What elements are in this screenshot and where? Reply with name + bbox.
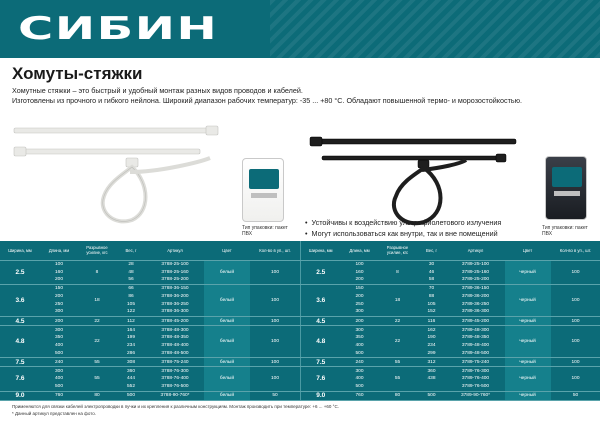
weight-cell: 88: [428, 294, 435, 300]
weight-cell: 500: [116, 391, 146, 400]
width-cell: 4.5: [301, 316, 341, 325]
color-cell: белый: [204, 367, 250, 391]
length-cell: 200: [341, 276, 379, 284]
strength-cell: 18: [78, 284, 116, 316]
length-cell: 150: [54, 286, 63, 292]
qty-cell: 100: [551, 367, 600, 391]
header-qty: Кол-во в уп., шт.: [250, 241, 300, 260]
length-cell: 400: [355, 376, 364, 382]
article-cell: 3788-25-200: [146, 276, 204, 284]
brand-header: [0, 0, 600, 58]
length-cell: 400: [355, 342, 364, 348]
table-row: [301, 367, 600, 375]
weight-cell: 152: [417, 308, 447, 316]
header-width: Ширина, мм: [301, 241, 341, 260]
product-description: [12, 86, 592, 106]
article-cell: 3788-25-100: [161, 261, 189, 267]
spec-tables: [0, 241, 600, 401]
brand-logo: СИБИН: [18, 11, 219, 47]
article-cell: 3789-76-500: [447, 383, 505, 391]
article-cell: 3789-45-200: [447, 316, 505, 325]
qty-cell: 100: [250, 326, 300, 358]
article-cell: 3788-36-300: [146, 308, 204, 316]
strength-cell: 8: [379, 260, 417, 284]
header-article: Артикул: [146, 241, 204, 260]
weight-cell: 30: [428, 261, 435, 267]
length-cell: 200: [54, 294, 63, 300]
length-cell: 350: [355, 335, 364, 341]
weight-cell: 299: [417, 349, 447, 357]
description-line-1: Хомутные стяжки – это быстрый и удобный монтаж разных видов проводов и кабелей.: [12, 86, 303, 95]
header-color: Цвет: [505, 241, 551, 260]
width-cell: 9.0: [301, 391, 341, 400]
length-cell: 300: [54, 368, 63, 374]
package-label-stripe: [554, 191, 580, 196]
article-cell: 3789-36-150: [461, 286, 490, 292]
qty-cell: 100: [551, 284, 600, 316]
product-images: [0, 112, 600, 238]
length-cell: 500: [40, 383, 78, 391]
strength-cell: 22: [379, 326, 417, 358]
length-cell: 100: [355, 261, 364, 267]
table-row: [301, 260, 600, 268]
width-cell: 4.8: [0, 326, 40, 358]
article-cell: 3788-76-500: [146, 383, 204, 391]
article-cell: 3789-25-200: [447, 276, 505, 284]
weight-cell: 112: [116, 316, 146, 325]
weight-cell: 28: [128, 261, 134, 267]
product-title: Хомуты-стяжки: [12, 64, 143, 83]
length-cell: 300: [341, 308, 379, 316]
article-cell: 3788-90-760*: [146, 391, 204, 400]
weight-cell: 190: [427, 335, 436, 341]
qty-cell: 100: [250, 316, 300, 325]
table-row: [301, 358, 600, 367]
qty-cell: 100: [551, 358, 600, 367]
article-cell: 3788-76-300: [161, 368, 189, 374]
qty-cell: 100: [250, 260, 300, 284]
article-cell: 3789-48-350: [461, 335, 490, 341]
qty-cell: 100: [551, 326, 600, 358]
header-strength: Разрывное усилие, кгс: [78, 241, 116, 260]
header-article: Артикул: [447, 241, 505, 260]
width-cell: 3.6: [301, 284, 341, 316]
weight-cell: 360: [126, 368, 135, 374]
length-cell: 500: [341, 383, 379, 391]
width-cell: 2.5: [301, 260, 341, 284]
length-cell: 500: [40, 349, 78, 357]
length-cell: 200: [40, 276, 78, 284]
weight-cell: 308: [116, 358, 146, 367]
table-row: [0, 260, 300, 268]
length-cell: 160: [54, 269, 63, 275]
length-cell: 300: [40, 308, 78, 316]
feature-list: [305, 217, 501, 239]
strength-cell: 55: [379, 358, 417, 367]
width-cell: 7.5: [301, 358, 341, 367]
color-cell: белый: [204, 284, 250, 316]
weight-cell: 444: [126, 376, 135, 382]
color-cell: черный: [505, 367, 551, 391]
article-cell: 3788-48-350: [161, 335, 189, 341]
header-weight: Вес, г: [116, 241, 146, 260]
article-cell: 3789-25-160: [461, 269, 490, 275]
length-cell: 760: [40, 391, 78, 400]
strength-cell: 18: [379, 284, 417, 316]
table-row: [301, 326, 600, 334]
weight-cell: 234: [126, 342, 135, 348]
color-cell: черный: [505, 260, 551, 284]
article-cell: 3788-45-200: [146, 316, 204, 325]
strength-cell: 22: [78, 326, 116, 358]
color-cell: черный: [505, 284, 551, 316]
weight-cell: 105: [126, 301, 135, 307]
qty-cell: 100: [551, 260, 600, 284]
color-cell: черный: [505, 326, 551, 358]
table-row: [0, 316, 300, 325]
qty-cell: 50: [551, 391, 600, 400]
width-cell: 7.6: [0, 367, 40, 391]
table-row: [0, 391, 300, 400]
width-cell: 3.6: [0, 284, 40, 316]
header-strength: Разрывное усилие, кгс: [379, 241, 417, 260]
table-row: [0, 367, 300, 375]
article-cell: 3789-90-760*: [447, 391, 505, 400]
article-cell: 3789-48-500: [447, 349, 505, 357]
width-cell: 2.5: [0, 260, 40, 284]
weight-cell: 360: [427, 368, 436, 374]
strength-cell: 80: [379, 391, 417, 400]
length-cell: 250: [355, 301, 364, 307]
color-cell: белый: [204, 326, 250, 358]
article-cell: 3788-36-200: [161, 294, 189, 300]
header-length: Длина, мм: [341, 241, 379, 260]
length-cell: 300: [54, 327, 63, 333]
length-cell: 200: [355, 294, 364, 300]
length-cell: 150: [355, 286, 364, 292]
weight-cell: 105: [427, 301, 436, 307]
weight-cell: 56: [116, 276, 146, 284]
width-cell: 4.8: [301, 326, 341, 358]
length-cell: 350: [54, 335, 63, 341]
table-row: [0, 326, 300, 334]
article-cell: 3789-48-400: [461, 342, 490, 348]
header-color: Цвет: [204, 241, 250, 260]
length-cell: 200: [40, 316, 78, 325]
width-cell: 7.5: [0, 358, 40, 367]
weight-cell: 70: [428, 286, 435, 292]
white-ties-table: [0, 241, 300, 401]
width-cell: 9.0: [0, 391, 40, 400]
table-row: [0, 358, 300, 367]
qty-cell: 100: [250, 358, 300, 367]
table-row: [301, 391, 600, 400]
length-cell: 200: [341, 316, 379, 325]
header-qty: Кол-во в уп., шт.: [551, 241, 600, 260]
article-cell: 3788-48-400: [161, 342, 189, 348]
weight-cell: 438: [427, 376, 436, 382]
article-cell: 3788-25-160: [161, 269, 189, 275]
color-cell: черный: [505, 316, 551, 325]
length-cell: 300: [355, 368, 364, 374]
color-cell: черный: [505, 391, 551, 400]
table-row: [0, 284, 300, 292]
packaging-caption-black: Тип упаковки: пакет ПВХ: [542, 225, 588, 237]
strength-cell: 22: [78, 316, 116, 325]
qty-cell: 100: [250, 284, 300, 316]
weight-cell: [417, 383, 447, 391]
strength-cell: 22: [379, 316, 417, 325]
header-weight: Вес, г: [417, 241, 447, 260]
weight-cell: 46: [428, 269, 435, 275]
packaging-caption-white: Тип упаковки: пакет ПВХ: [242, 225, 288, 237]
strength-cell: 55: [78, 367, 116, 391]
weight-cell: 312: [417, 358, 447, 367]
article-cell: 3789-75-240: [447, 358, 505, 367]
package-label: [552, 167, 582, 187]
article-cell: 3789-36-200: [461, 294, 490, 300]
black-package-image: [545, 156, 587, 220]
weight-cell: 122: [116, 308, 146, 316]
article-cell: 3789-36-300: [447, 308, 505, 316]
article-cell: 3789-76-400: [461, 376, 490, 382]
table-row: [301, 316, 600, 325]
weight-cell: 199: [126, 335, 135, 341]
header-hatch-pattern: [270, 0, 600, 58]
strength-cell: 8: [78, 260, 116, 284]
weight-cell: 552: [116, 383, 146, 391]
black-ties-table: [300, 241, 600, 401]
color-cell: белый: [204, 391, 250, 400]
article-cell: 3788-36-150: [161, 286, 189, 292]
strength-cell: 55: [78, 358, 116, 367]
weight-cell: 164: [126, 327, 135, 333]
weight-cell: 58: [417, 276, 447, 284]
weight-cell: 234: [427, 342, 436, 348]
length-cell: 240: [40, 358, 78, 367]
length-cell: 160: [355, 269, 364, 275]
table-header-row: [301, 241, 600, 260]
article-cell: 3788-76-400: [161, 376, 189, 382]
weight-cell: 86: [128, 294, 134, 300]
package-label-stripe: [251, 193, 277, 198]
length-cell: 400: [54, 376, 63, 382]
length-cell: 250: [54, 301, 63, 307]
qty-cell: 100: [551, 316, 600, 325]
table-header-row: [0, 241, 300, 260]
header-length: Длина, мм: [40, 241, 78, 260]
weight-cell: 66: [128, 286, 134, 292]
footnotes: [12, 404, 592, 417]
feature-item: • Устойчивы к воздействию ультрафиолетового излучения: [305, 217, 501, 228]
article-cell: 3788-48-300: [161, 327, 189, 333]
strength-cell: 80: [78, 391, 116, 400]
footnote-photo: * Данный артикул представлен на фото.: [12, 410, 97, 416]
article-cell: 3789-48-300: [461, 327, 490, 333]
package-label: [249, 169, 279, 189]
color-cell: черный: [505, 358, 551, 367]
white-package-image: [242, 158, 284, 222]
weight-cell: 116: [417, 316, 447, 325]
header-width: Ширина, мм: [0, 241, 40, 260]
white-cable-ties-image: [0, 112, 240, 238]
weight-cell: 500: [417, 391, 447, 400]
color-cell: белый: [204, 316, 250, 325]
article-cell: 3789-36-250: [461, 301, 490, 307]
length-cell: 100: [54, 261, 63, 267]
article-cell: 3789-76-300: [461, 368, 490, 374]
length-cell: 760: [341, 391, 379, 400]
color-cell: белый: [204, 260, 250, 284]
article-cell: 3789-25-100: [461, 261, 490, 267]
color-cell: белый: [204, 358, 250, 367]
weight-cell: 162: [427, 327, 436, 333]
weight-cell: 286: [116, 349, 146, 357]
weight-cell: 48: [128, 269, 134, 275]
article-cell: 3788-75-240: [146, 358, 204, 367]
width-cell: 7.6: [301, 367, 341, 391]
footnote-usage: Применяются для связки кабелей электропроводки в пучки и их крепления к различным конструкциям. Монтаж производить при температуре: +6 ... +60 °С.: [12, 404, 339, 409]
length-cell: 400: [54, 342, 63, 348]
article-cell: 3788-36-250: [161, 301, 189, 307]
qty-cell: 50: [250, 391, 300, 400]
strength-cell: 55: [379, 367, 417, 391]
length-cell: 500: [341, 349, 379, 357]
length-cell: 240: [341, 358, 379, 367]
feature-item: • Могут использоваться как внутри, так и вне помещений: [305, 228, 501, 239]
table-row: [301, 284, 600, 292]
article-cell: 3788-48-500: [146, 349, 204, 357]
length-cell: 300: [355, 327, 364, 333]
qty-cell: 100: [250, 367, 300, 391]
width-cell: 4.5: [0, 316, 40, 325]
description-line-2: Изготовлены из прочного и гибкого нейлона. Широкий диапазон рабочих температур: -35 ... +80 °С. Обладают повышенной термо- и морозостойкостью.: [12, 96, 522, 105]
